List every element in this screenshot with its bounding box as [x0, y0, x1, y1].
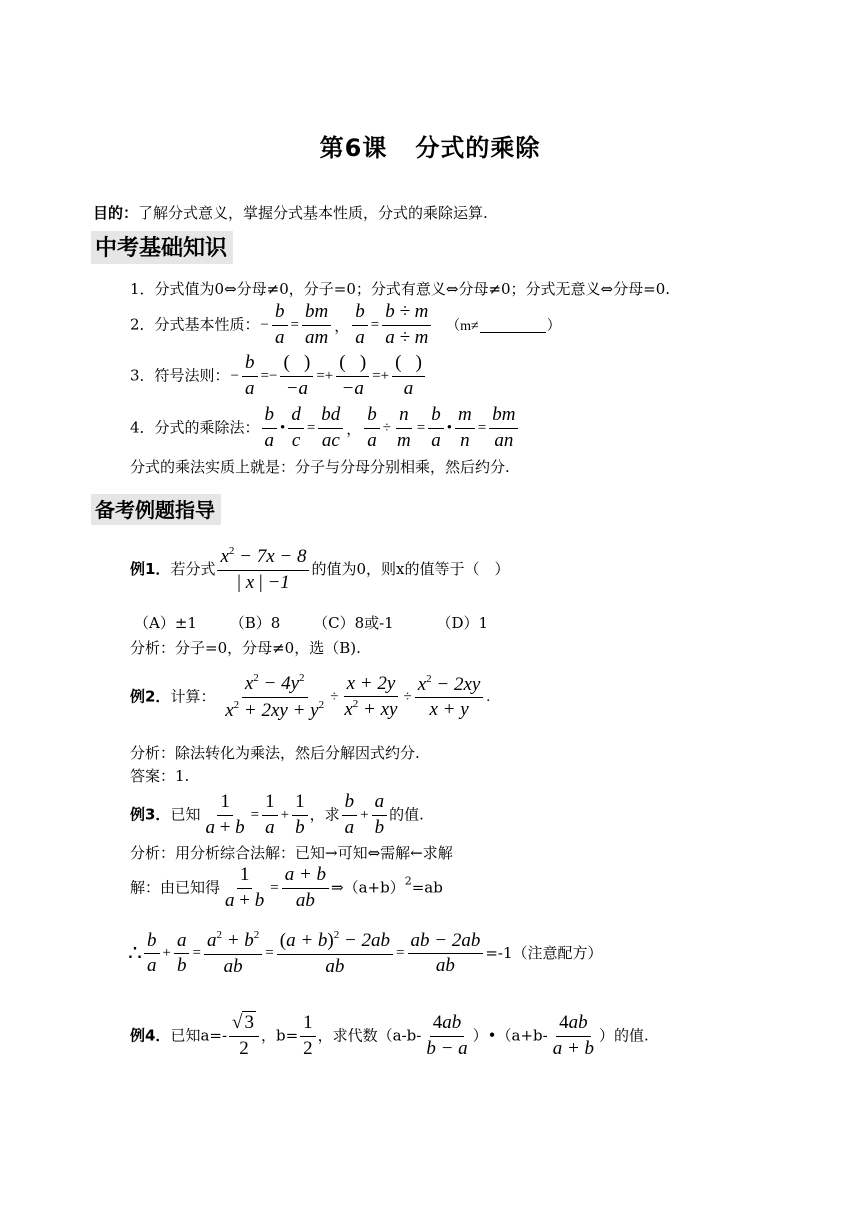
fraction: $\frac{bm}{an}$: [489, 404, 518, 453]
section-heading-examples: 备考例题指导: [91, 494, 221, 525]
example-3-derivation: ∴ $\frac{b}{a}$ + $\frac{a}{b}$ = $\frac{a^2 + b^2}{ab}$ = $\frac{(a + b)^2 - 2ab}{ab}$ = $\frac{ab - 2ab}{ab}$ =-1（注意配方）: [128, 929, 603, 977]
fraction: $\frac{x + 2y}{x^2 + xy}$: [344, 672, 398, 721]
fraction: $\frac{a + b}{ab}$: [282, 864, 329, 913]
fraction: $\frac{b}{a}$: [364, 404, 380, 453]
fraction: $\frac{ab - 2ab}{ab}$: [408, 930, 484, 979]
example-3-analysis: 分析：用分析综合法解：已知→可知⇔需解←求解: [130, 844, 453, 862]
example-2-analysis: 分析：除法转化为乘法，然后分解因式约分.: [130, 744, 420, 762]
item-1: 1．分式值为0⇔分母≠0，分子=0；分式有意义⇔分母≠0；分式无意义⇔分母=0.: [130, 280, 671, 298]
example-3: 例3．已知 $\frac{1}{a + b}$ = $\frac{1}{a}$ + $\frac{1}{b}$ ，求 $\frac{b}{a}$ + $\frac{a}{b}$ 的值.: [130, 791, 424, 838]
example-1-options: （A）±1 （B）8 （C）8或-1 （D）1: [134, 614, 489, 632]
fraction: $\frac{1}{b}$: [292, 791, 308, 840]
fraction: $\frac{( )}{a}$: [392, 352, 425, 401]
fraction: $\frac{x^2 - 7x - 8}{| x | -1}$: [217, 545, 309, 595]
fraction: $\frac{bm}{am}$: [302, 301, 331, 350]
fraction: $\frac{d}{c}$: [288, 404, 304, 453]
example-2: 例2．计算： $\frac{x^2 - 4y^2}{x^2 + 2xy + y^2}$ ÷ $\frac{x + 2y}{x^2 + xy}$ ÷ $\frac{x^2 - 2xy}{x + y}$ .: [130, 672, 491, 721]
fraction: $\frac{( )}{-a}$: [280, 352, 313, 401]
fraction: $\frac{a}{b}$: [174, 930, 190, 979]
fraction: $\frac{m}{n}$: [455, 404, 475, 453]
fraction: $\frac{n}{m}$: [397, 404, 411, 451]
item-2: 2．分式基本性质：− $\frac{b}{a}$ = $\frac{bm}{am}$ ， $\frac{b}{a}$ = $\frac{b \div m}{a \div m}$ （m≠ ）: [130, 301, 561, 348]
fraction: $\frac{√ 3}{2}$: [229, 1012, 259, 1061]
sqrt-3: √ 3: [232, 1012, 254, 1033]
fraction: $\frac{4ab}{b - a}$: [426, 1012, 468, 1059]
fraction: $\frac{1}{a}$: [262, 791, 278, 840]
fraction: $\frac{b \div m}{a \div m}$: [382, 301, 431, 350]
fraction: $\frac{4ab}{a + b}$: [552, 1012, 595, 1059]
fraction: $\frac{1}{a + b}$: [225, 864, 265, 911]
fraction: $\frac{bd}{ac}$: [318, 404, 343, 453]
fraction: $\frac{b}{a}$: [428, 404, 444, 453]
blank-field: [480, 318, 546, 333]
example-1-analysis: 分析：分子=0，分母≠0，选（B).: [130, 639, 361, 657]
fraction: $\frac{b}{a}$: [272, 301, 288, 350]
example-1: 例1．若分式 $\frac{x^2 - 7x - 8}{| x | -1}$ 的值为0，则x的值等于（ ）: [130, 545, 510, 593]
fraction: $\frac{b}{a}$: [262, 404, 278, 453]
fraction: $\frac{b}{a}$: [342, 791, 358, 840]
fraction: $\frac{a}{b}$: [372, 791, 388, 840]
purpose-line: 目的：了解分式意义，掌握分式基本性质，分式的乘除运算.: [93, 204, 488, 222]
section-heading-basics: 中考基础知识: [91, 231, 233, 264]
multiplication-note: 分式的乘法实质上就是：分子与分母分别相乘，然后约分.: [130, 458, 510, 476]
item-4: 4．分式的乘除法： $\frac{b}{a}$ • $\frac{d}{c}$ = $\frac{bd}{ac}$ ， $\frac{b}{a}$ ÷ $\frac{n}{m}$ = $\frac{b}{a}$ • $\frac{m}{n}$ = $\frac{bm}{an}$: [130, 404, 520, 453]
fraction: $\frac{x^2 - 2xy}{x + y}$: [415, 673, 484, 723]
fraction: $\frac{b}{a}$: [242, 352, 258, 401]
page-title: 第6课 分式的乘除: [319, 134, 541, 162]
fraction: $\frac{(a + b)^2 - 2ab}{ab}$: [277, 929, 393, 979]
item-3: 3．符号法则：− $\frac{b}{a}$ =− $\frac{( )}{-a}$ =+ $\frac{( )}{-a}$ =+ $\frac{( )}{a}$: [130, 352, 427, 401]
fraction: $\frac{( )}{-a}$: [336, 352, 369, 401]
example-3-solution: 解：由已知得 $\frac{1}{a + b}$ = $\frac{a + b}{ab}$ $\Rightarrow(a+b)^2=ab$: [130, 864, 443, 911]
fraction: $\frac{1}{2}$: [300, 1012, 316, 1061]
example-4: 例4．已知a=- $\frac{√ 3}{2}$ ，b= $\frac{1}{2}$ ，求代数（a-b- $\frac{4ab}{b - a}$ ）•（a+b- $\frac{4ab}{a + b}$ ）的值.: [130, 1012, 649, 1059]
fraction: $\frac{b}{a}$: [352, 301, 368, 350]
example-2-answer: 答案：1.: [130, 767, 190, 785]
fraction: $\frac{b}{a}$: [144, 930, 160, 979]
fraction: $\frac{x^2 - 4y^2}{x^2 + 2xy + y^2}$: [225, 672, 325, 721]
fraction: $\frac{1}{a + b}$: [205, 791, 245, 838]
fraction: $\frac{a^2 + b^2}{ab}$: [204, 929, 262, 979]
